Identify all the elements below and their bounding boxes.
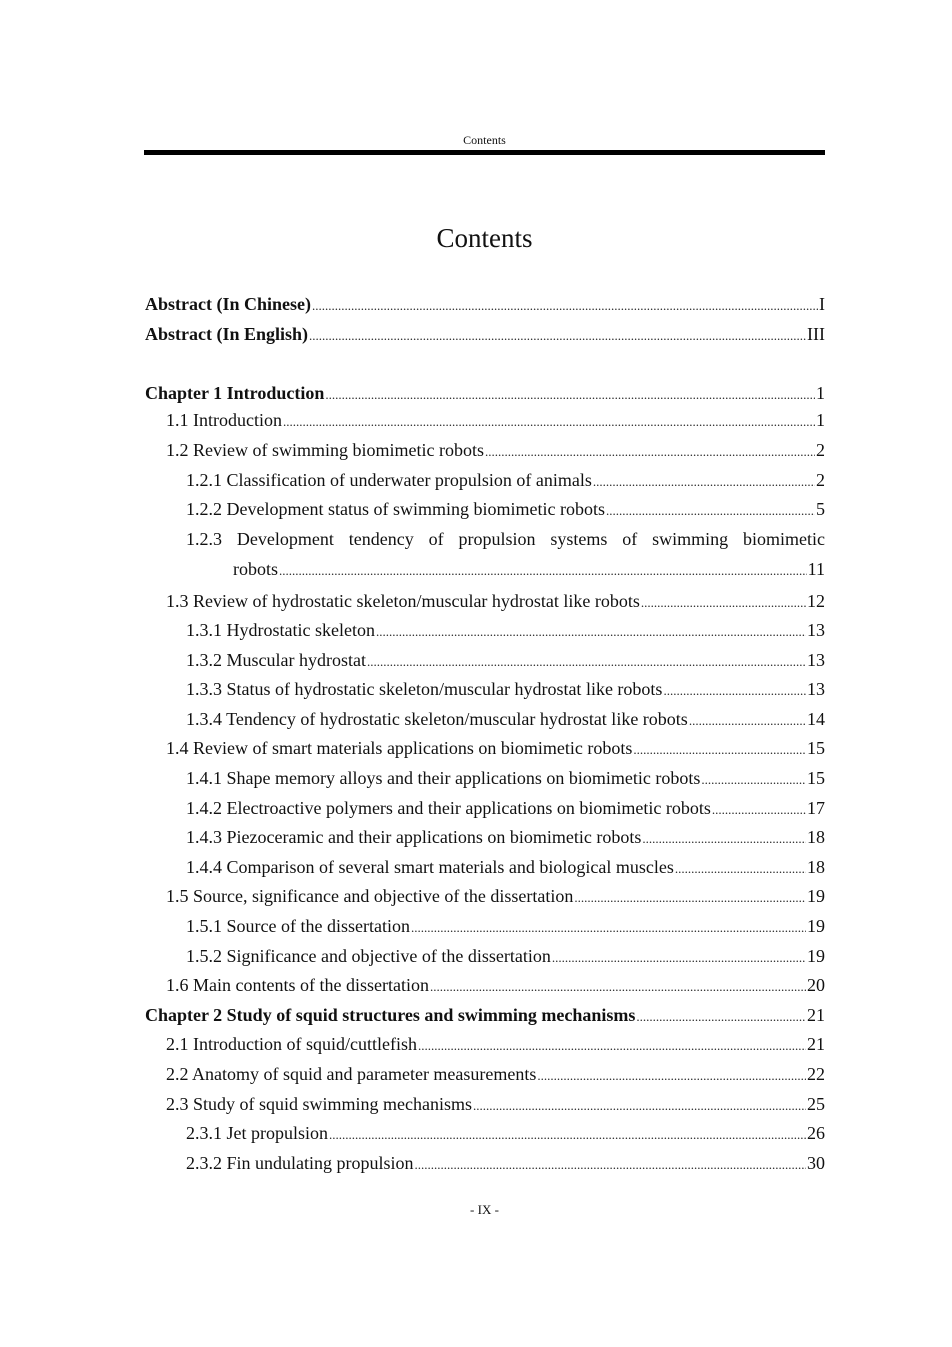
toc-page-number: 22 — [807, 1064, 825, 1084]
toc-entry-1-2-3[interactable]: 1.2.3 Development tendency of propulsion systems of swimming biomimetic — [186, 529, 825, 549]
toc-page-number: 20 — [807, 975, 825, 995]
toc-entry-2-1[interactable] — [166, 1032, 825, 1056]
toc-entry-text: 1.3.1 Hydrostatic skeleton — [186, 620, 375, 640]
toc-leader-dots — [367, 650, 806, 674]
toc-leader-dots — [593, 470, 815, 494]
toc-page-number: 30 — [807, 1153, 825, 1173]
toc-entry-text: 1.2 Review of swimming biomimetic robots — [166, 440, 484, 460]
toc-entry-1-2-1[interactable] — [186, 468, 825, 492]
toc-entry-text: 2.1 Introduction of squid/cuttlefish — [166, 1034, 417, 1054]
toc-leader-dots — [309, 324, 806, 348]
toc-entry-text: 1.5.1 Source of the dissertation — [186, 916, 410, 936]
toc-entry-text: 2.3.1 Jet propulsion — [186, 1123, 328, 1143]
toc-entry-2-3-1[interactable] — [186, 1121, 825, 1145]
toc-page-number: 25 — [807, 1094, 825, 1114]
toc-page-number: 11 — [807, 559, 825, 579]
toc-entry-text: robots — [233, 559, 278, 579]
toc-entry-text: 2.3 Study of squid swimming mechanisms — [166, 1094, 472, 1114]
toc-leader-dots — [663, 679, 806, 703]
toc-page-number: 1 — [816, 410, 825, 430]
toc-page-number: 1 — [816, 383, 825, 403]
toc-page-number: 13 — [807, 620, 825, 640]
toc-entry-2-3[interactable] — [166, 1092, 825, 1116]
toc-page-number: 15 — [807, 738, 825, 758]
toc-entry-1-5-1[interactable] — [186, 914, 825, 938]
toc-entry-text: 1.2.2 Development status of swimming biomimetic robots — [186, 499, 605, 519]
toc-entry-text: 1.3.4 Tendency of hydrostatic skeleton/muscular hydrostat like robots — [186, 709, 688, 729]
toc-entry-text: 2.2 Anatomy of squid and parameter measurements — [166, 1064, 537, 1084]
toc-page-number: 17 — [807, 798, 825, 818]
toc-page-number: 2 — [816, 470, 825, 490]
toc-leader-dots — [415, 1153, 806, 1177]
toc-page-number: 13 — [807, 650, 825, 670]
toc-page-number: 26 — [807, 1123, 825, 1143]
toc-leader-dots — [418, 1034, 806, 1058]
toc-entry-1-2[interactable] — [166, 438, 825, 462]
page-number: - IX - — [470, 1202, 499, 1217]
toc-entry-text: 1.4.3 Piezoceramic and their applications on biomimetic robots — [186, 827, 642, 847]
page-title: Contents — [436, 223, 533, 253]
toc-entry-1-4-1[interactable] — [186, 766, 825, 790]
toc-leader-dots — [537, 1064, 806, 1088]
toc-entry-text: 1.4.1 Shape memory alloys and their applications on biomimetic robots — [186, 768, 701, 788]
toc-entry-text: 1.5 Source, significance and objective of the dissertation — [166, 886, 574, 906]
toc-page-number: 13 — [807, 679, 825, 699]
toc-leader-dots — [712, 798, 806, 822]
toc-page-number: 21 — [807, 1005, 825, 1025]
toc-entry-text: Abstract (In English) — [145, 324, 309, 344]
toc-page-number: 12 — [807, 591, 825, 611]
toc-leader-dots — [279, 559, 807, 583]
toc-page-number: 19 — [807, 916, 825, 936]
toc-entry-abstract-chinese[interactable] — [145, 292, 825, 316]
toc-page-number: 21 — [807, 1034, 825, 1054]
toc-entry-1-5-2[interactable] — [186, 944, 825, 968]
toc-entry-1-4-2[interactable] — [186, 796, 825, 820]
toc-leader-dots — [641, 591, 806, 615]
running-header: Contents — [463, 133, 506, 147]
toc-leader-dots — [430, 975, 806, 999]
toc-entry-text: 2.3.2 Fin undulating propulsion — [186, 1153, 414, 1173]
toc-entry-text: 1.4 Review of smart materials applications on biomimetic robots — [166, 738, 633, 758]
toc-entry-1-6[interactable] — [166, 973, 825, 997]
toc-leader-dots — [642, 827, 806, 851]
toc-entry-text: 1.3.3 Status of hydrostatic skeleton/muscular hydrostat like robots — [186, 679, 663, 699]
toc-entry-1-3-2[interactable] — [186, 648, 825, 672]
toc-entry-chapter-1[interactable] — [145, 381, 825, 405]
toc-entry-text: 1.4.2 Electroactive polymers and their applications on biomimetic robots — [186, 798, 711, 818]
toc-entry-1-3-1[interactable] — [186, 618, 825, 642]
toc-page-number: I — [819, 294, 825, 314]
toc-leader-dots — [675, 857, 806, 881]
toc-leader-dots — [473, 1094, 806, 1118]
toc-leader-dots — [689, 709, 806, 733]
toc-entry-abstract-english[interactable] — [145, 322, 825, 346]
toc-entry-text: 1.3 Review of hydrostatic skeleton/muscular hydrostat like robots — [166, 591, 640, 611]
toc-entry-1-1[interactable] — [166, 408, 825, 432]
toc-leader-dots — [283, 410, 815, 434]
toc-page-number: 14 — [807, 709, 825, 729]
toc-leader-dots — [701, 768, 806, 792]
toc-leader-dots — [552, 946, 806, 970]
header-rule — [144, 150, 825, 155]
toc-entry-text: 1.1 Introduction — [166, 410, 282, 430]
toc-page-number: III — [807, 324, 825, 344]
toc-entry-2-3-2[interactable] — [186, 1151, 825, 1175]
toc-entry-1-4-4[interactable] — [186, 855, 825, 879]
toc-entry-1-4[interactable] — [166, 736, 825, 760]
toc-leader-dots — [606, 499, 815, 523]
toc-leader-dots — [485, 440, 815, 464]
toc-leader-dots — [574, 886, 806, 910]
toc-leader-dots — [376, 620, 806, 644]
toc-entry-chapter-2[interactable] — [145, 1003, 825, 1027]
toc-page-number: 19 — [807, 886, 825, 906]
toc-page-number: 2 — [816, 440, 825, 460]
toc-leader-dots — [312, 294, 818, 318]
toc-entry-text: Chapter 2 Study of squid structures and swimming mechanisms — [145, 1005, 636, 1025]
toc-entry-text: 1.2.1 Classification of underwater propulsion of animals — [186, 470, 592, 490]
toc-leader-dots — [633, 738, 806, 762]
toc-page-number: 18 — [807, 857, 825, 877]
toc-entry-1-3-4[interactable] — [186, 707, 825, 731]
toc-entry-1-5[interactable] — [166, 884, 825, 908]
toc-leader-dots — [411, 916, 806, 940]
toc-entry-1-3-3[interactable] — [186, 677, 825, 701]
toc-page-number: 19 — [807, 946, 825, 966]
toc-page-number: 5 — [816, 499, 825, 519]
toc-leader-dots — [325, 383, 815, 407]
toc-leader-dots — [636, 1005, 806, 1029]
toc-entry-2-2[interactable] — [166, 1062, 825, 1086]
toc-entry-1-2-3-continued[interactable] — [233, 557, 825, 581]
toc-entry-1-2-2[interactable] — [186, 497, 825, 521]
toc-entry-text: Abstract (In Chinese) — [145, 294, 311, 314]
toc-entry-text: Chapter 1 Introduction — [145, 383, 325, 403]
toc-entry-text: 1.3.2 Muscular hydrostat — [186, 650, 366, 670]
toc-entry-1-4-3[interactable] — [186, 825, 825, 849]
toc-entry-text: 1.6 Main contents of the dissertation — [166, 975, 429, 995]
toc-leader-dots — [329, 1123, 806, 1147]
toc-entry-1-3[interactable] — [166, 589, 825, 613]
toc-entry-text: 1.5.2 Significance and objective of the dissertation — [186, 946, 551, 966]
toc-entry-text: 1.4.4 Comparison of several smart materials and biological muscles — [186, 857, 674, 877]
toc-page-number: 18 — [807, 827, 825, 847]
toc-page-number: 15 — [807, 768, 825, 788]
